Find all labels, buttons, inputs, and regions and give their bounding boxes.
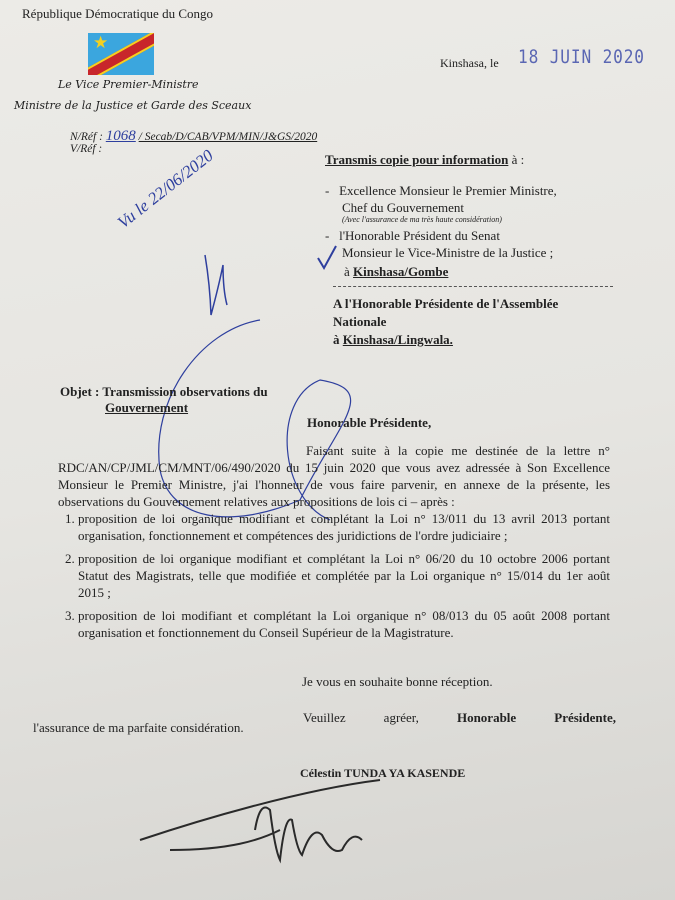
country-name: République Démocratique du Congo: [22, 6, 213, 21]
subject-line2: Gouvernement: [105, 400, 189, 415]
list-item: 3. proposition de loi modifiant et complétant la Loi organique n° 08/013 du 05 août 2008 portant organisation et fonctionnement du Conseil Supérieur de la Magistrature.: [78, 607, 610, 641]
closing-word: Veuillez: [303, 710, 346, 725]
closing-word: Présidente,: [554, 710, 616, 725]
list-item: 1. proposition de loi organique modifiant et complétant la Loi n° 13/011 du 13 avril 2013 portant organisation, fonctionnement et compétences des juridictions de l'ordre judiciaire ;: [78, 510, 610, 544]
recipient-line1: A l'Honorable Présidente de l'Assemblée: [333, 296, 559, 311]
vref-label: V/Réf :: [70, 143, 103, 155]
place-label: Kinshasa, le: [440, 56, 499, 70]
proposals-list: [58, 510, 610, 641]
copy-item: Chef du Gouvernement: [342, 200, 465, 215]
list-item: 2. proposition de loi organique modifiant et complétant la Loi n° 06/20 du 10 octobre 2006 portant Statut des Magistrats, telle que modifiée et complétée par la Loi organique n° 15/014 du 1er août 2015 ;: [78, 550, 610, 601]
date-stamp: 18 JUIN 2020: [518, 46, 645, 68]
name-last: TUNDA YA KASENDE: [344, 766, 466, 780]
nref-code: / Secab/D/CAB/VPM/MIN/J&GS/2020: [138, 131, 318, 143]
nref-number: 1068: [105, 128, 136, 144]
nref-label: N/Réf :: [70, 131, 103, 143]
title-line1: Le Vice Premier-Ministre: [58, 78, 199, 91]
initials-mark: [205, 255, 227, 315]
copy-heading-suffix: à :: [508, 152, 525, 167]
copy-item-text: l'Honorable Président du Senat: [339, 228, 500, 243]
location-prefix: à: [344, 264, 354, 279]
title-line2: Ministre de la Justice et Garde des Sceaux: [14, 99, 252, 112]
closing-word: agréer,: [383, 710, 419, 725]
copy-item-note: (Avec l'assurance de ma très haute considération): [342, 215, 502, 224]
recipient-line2: Nationale: [333, 314, 387, 329]
signatory-name: [300, 766, 465, 781]
closing-word: Honorable: [456, 710, 517, 725]
location-text: Kinshasa/Gombe: [353, 264, 449, 279]
name-first: Célestin: [300, 766, 345, 780]
closing-line2: [303, 710, 616, 726]
handwritten-annotation: Vu le 22/06/2020: [113, 145, 217, 233]
closing-line1: Je vous en souhaite bonne réception.: [302, 674, 493, 689]
closing-line3: l'assurance de ma parfaite considération.: [33, 720, 244, 735]
star-icon: ★: [93, 33, 109, 52]
intro-paragraph: Faisant suite à la copie me destinée de la lettre n° RDC/AN/CP/JML/CM/MNT/06/490/2020 du 15 juin 2020 que vous avez adressée à Son Excellence Monsieur le Premier Ministre, j'ai l'honneur de vous faire parvenir, en annexe de la présente, les observations du Gouvernement relatives aux propositions de lois ci – après :: [58, 443, 610, 509]
salutation: Honorable Présidente,: [307, 415, 432, 430]
copy-item-text: Excellence Monsieur le Premier Ministre,: [339, 183, 557, 198]
subject-label: Objet : Transmission observations du: [60, 384, 268, 399]
dash: -: [325, 228, 330, 243]
copy-item: Monsieur le Vice-Ministre de la Justice ;: [342, 245, 554, 260]
signature-stroke: [140, 780, 380, 850]
location-prefix: à: [333, 332, 343, 347]
check-mark-icon: [318, 246, 336, 268]
copy-heading-text: Transmis copie pour information: [325, 152, 509, 167]
dash: -: [325, 183, 330, 198]
location-text: Kinshasa/Lingwala.: [342, 332, 453, 347]
